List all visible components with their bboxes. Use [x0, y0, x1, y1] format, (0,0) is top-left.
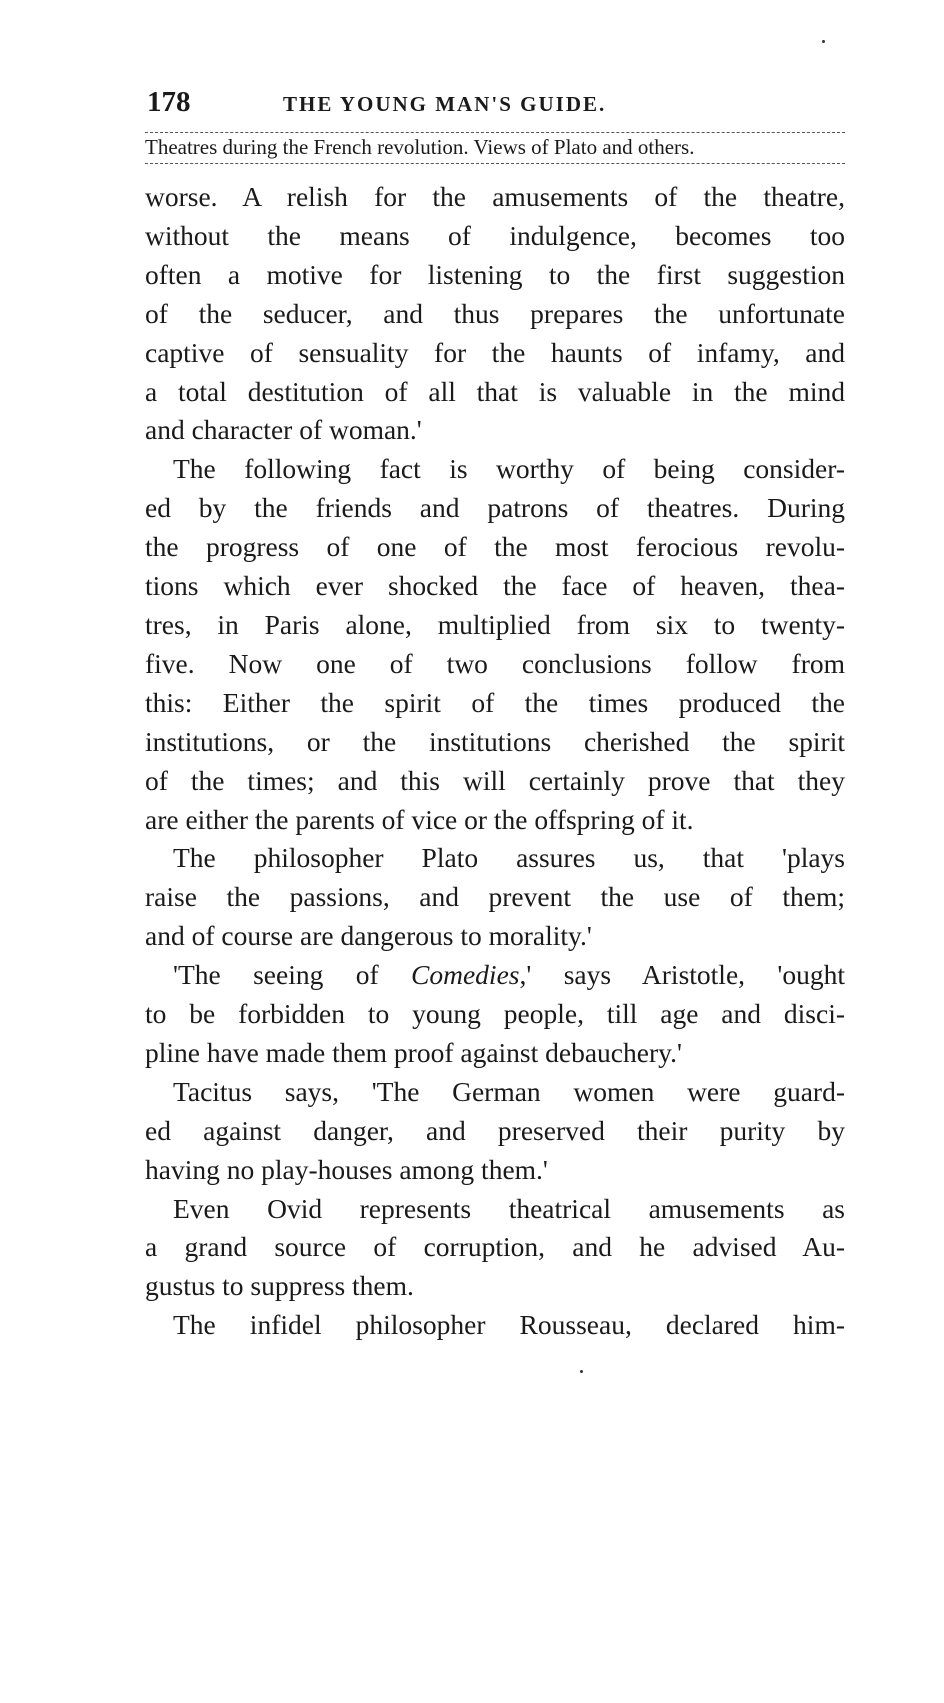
text-line: Even Ovid represents theatrical amusements as	[173, 1192, 845, 1224]
text-line: institutions, or the institutions cherished the spirit	[145, 725, 845, 757]
text-line: having no play-houses among them.'	[145, 1153, 548, 1185]
text-line: ed by the friends and patrons of theatres. During	[145, 492, 845, 524]
text-line: pline have made them proof against debauchery.'	[145, 1036, 682, 1068]
text-line: and character of woman.'	[145, 414, 422, 446]
text-line: often a motive for listening to the first suggestion	[145, 258, 845, 290]
scan-speck	[580, 1370, 583, 1373]
text-line: to be forbidden to young people, till age and disci-	[145, 998, 845, 1030]
text-line: of the seducer, and thus prepares the unfortunate	[145, 297, 845, 329]
text-line: and of course are dangerous to morality.'	[145, 920, 592, 952]
text-line: The philosopher Plato assures us, that 'plays	[173, 842, 845, 874]
text-line: five. Now one of two conclusions follow from	[145, 647, 845, 679]
text-line: raise the passions, and prevent the use of them;	[145, 881, 845, 913]
text-line: a grand source of corruption, and he advised Au-	[145, 1231, 845, 1263]
scan-speck	[822, 40, 825, 43]
section-heading: Theatres during the French revolution. Views of Plato and others.	[145, 132, 845, 164]
text-line: The following fact is worthy of being consider-	[173, 453, 845, 485]
text-line: the progress of one of the most ferocious revolu-	[145, 531, 845, 563]
text-line: Tacitus says, 'The German women were guard-	[173, 1075, 845, 1107]
page-number: 178	[147, 86, 191, 118]
text-line: this: Either the spirit of the times produced the	[145, 686, 845, 718]
text-line: The infidel philosopher Rousseau, declared him-	[173, 1309, 845, 1341]
running-title: THE YOUNG MAN'S GUIDE.	[283, 92, 607, 116]
text-line: tions which ever shocked the face of heaven, thea-	[145, 570, 845, 602]
text-line: a total destitution of all that is valuable in the mind	[145, 375, 845, 407]
text-line: ed against danger, and preserved their purity by	[145, 1114, 845, 1146]
text-line: without the means of indulgence, becomes too	[145, 219, 845, 251]
text-line: 'The seeing of Comedies,' says Aristotle, 'ought	[173, 959, 845, 991]
text-line: of the times; and this will certainly prove that they	[145, 764, 845, 796]
body-text	[145, 178, 845, 1345]
text-line: worse. A relish for the amusements of the theatre,	[145, 181, 845, 212]
text-line: are either the parents of vice or the offspring of it.	[145, 803, 694, 835]
running-header	[145, 86, 845, 120]
text-line: tres, in Paris alone, multiplied from six to twenty-	[145, 608, 845, 640]
text-line: captive of sensuality for the haunts of infamy, and	[145, 336, 845, 368]
text-line: gustus to suppress them.	[145, 1270, 414, 1302]
